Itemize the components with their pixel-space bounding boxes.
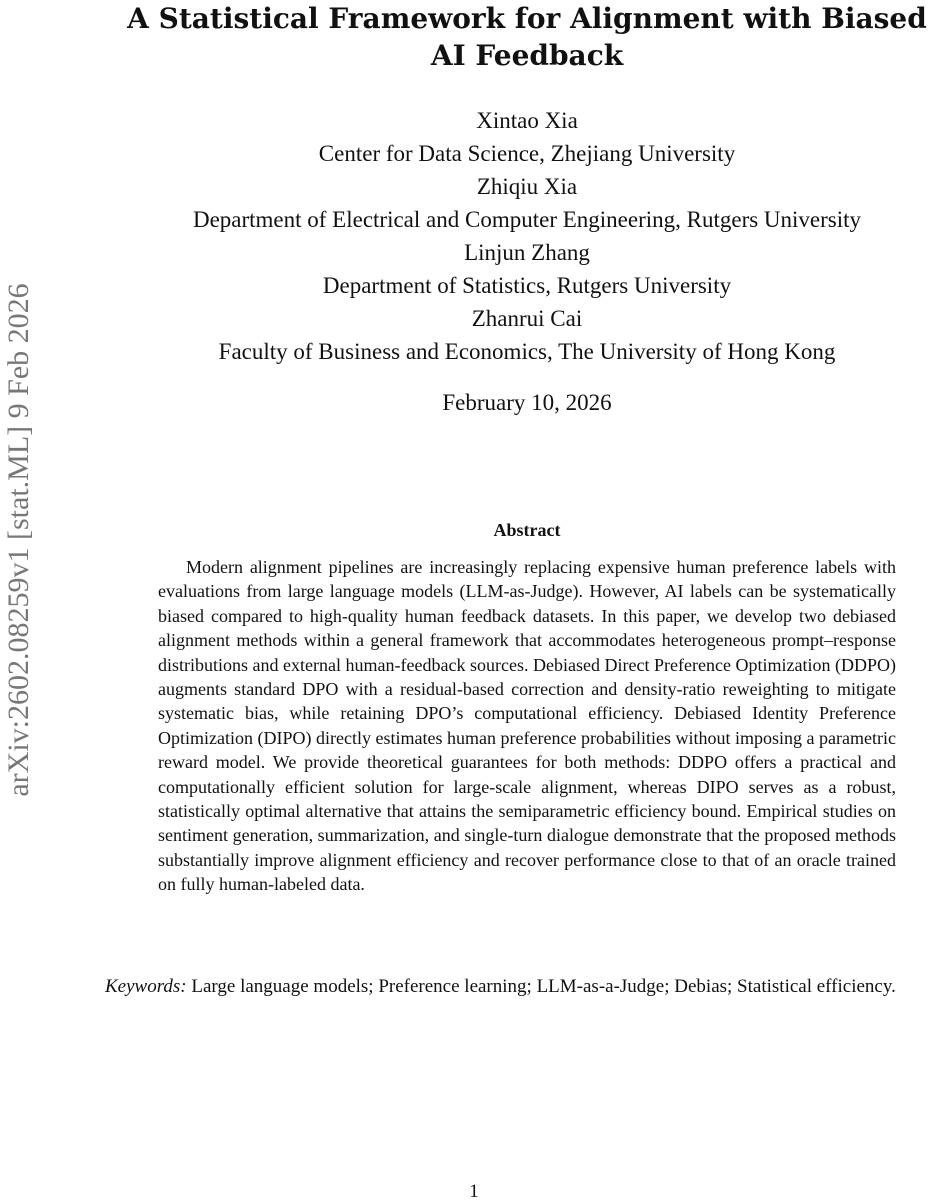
abstract-heading: Abstract bbox=[493, 520, 561, 540]
author-name: Zhiqiu Xia bbox=[476, 174, 578, 199]
paper-title bbox=[105, 0, 948, 74]
keywords bbox=[105, 974, 948, 999]
abstract-text: Modern alignment pipelines are increasingly replacing expensive human preference labels with evaluations from large language models (LLM-as-Judge). However, AI labels can be systematically biased compared to high-quality human feedback datasets. In this paper, we develop two debiased alignment methods within a general framework that accommodates heterogeneous prompt–response distributions and external human-feedback sources. Debiased Direct Preference Optimization (DDPO) augments standard DPO with a residual-based correction and density-ratio reweighting to mitigate systematic bias, while retaining DPO’s computational efficiency. Debiased Identity Preference Optimization (DIPO) directly estimates human preference probabilities without imposing a parametric reward model. We provide theoretical guarantees for both methods: DDPO offers a practical and computationally efficient solution for large-scale alignment, whereas DIPO serves as a robust, statistically optimal alternative that attains the semiparametric efficiency bound. Empirical studies on sentiment generation, summarization, and single-turn dialogue demonstrate that the proposed methods substantially improve alignment efficiency and recover performance close to that of an oracle trained on fully human-labeled data. bbox=[158, 557, 896, 895]
author-block bbox=[105, 104, 948, 368]
page-number: 1 bbox=[469, 1181, 479, 1202]
title-line-2: AI Feedback bbox=[430, 39, 624, 72]
author-name: Linjun Zhang bbox=[464, 240, 590, 265]
author-name: Xintao Xia bbox=[476, 108, 578, 133]
author-affiliation: Department of Statistics, Rutgers University bbox=[322, 273, 732, 298]
author-affiliation: Center for Data Science, Zhejiang University bbox=[318, 141, 736, 166]
author-affiliation: Department of Electrical and Computer Engineering, Rutgers University bbox=[192, 207, 862, 232]
arxiv-identifier-stamp: arXiv:2602.08259v1 [stat.ML] 9 Feb 2026 bbox=[2, 283, 35, 797]
publication-date: February 10, 2026 bbox=[442, 390, 612, 415]
author-affiliation: Faculty of Business and Economics, The University of Hong Kong bbox=[218, 339, 836, 364]
keywords-text: Large language models; Preference learning; LLM-as-a-Judge; Debias; Statistical efficiency. bbox=[191, 976, 896, 997]
keywords-label: Keywords: bbox=[105, 976, 187, 997]
title-line-1: A Statistical Framework for Alignment with Biased bbox=[127, 2, 927, 35]
author-name: Zhanrui Cai bbox=[471, 306, 583, 331]
